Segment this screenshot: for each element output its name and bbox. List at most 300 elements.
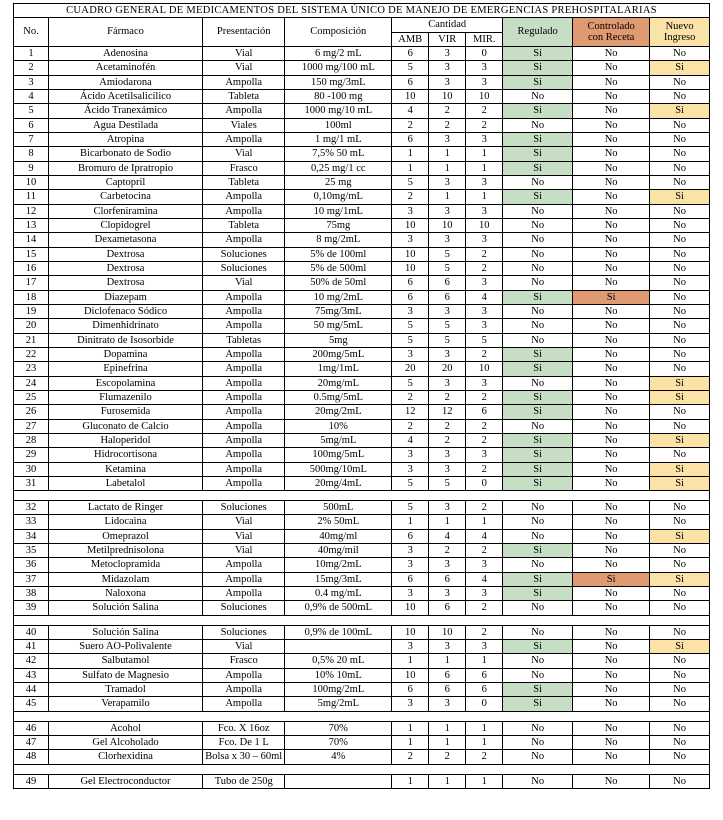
- cell-composicion: 5% de 500ml: [285, 261, 392, 275]
- cell-composicion: 0,10mg/mL: [285, 190, 392, 204]
- table-row: [14, 640, 710, 654]
- row-spacer: [14, 615, 710, 625]
- cell-nuevo: No: [650, 161, 710, 175]
- cell-nuevo: No: [650, 319, 710, 333]
- cell-no: 35: [14, 544, 49, 558]
- cell-nuevo: No: [650, 218, 710, 232]
- cell-presentacion: Soluciones: [203, 501, 285, 515]
- cell-regulado: No: [503, 247, 573, 261]
- cell-presentacion: Soluciones: [203, 625, 285, 639]
- table-row: [14, 247, 710, 261]
- cell-composicion: 50 mg/5mL: [285, 319, 392, 333]
- cell-amb: 1: [392, 161, 429, 175]
- cell-controlado: No: [573, 233, 650, 247]
- cell-amb: 6: [392, 572, 429, 586]
- cell-mir: 2: [466, 104, 503, 118]
- cell-vir: 6: [429, 276, 466, 290]
- cell-amb: 1: [392, 736, 429, 750]
- cell-no: 24: [14, 376, 49, 390]
- cell-amb: 6: [392, 132, 429, 146]
- cell-regulado: No: [503, 276, 573, 290]
- cell-mir: 2: [466, 390, 503, 404]
- cell-regulado: No: [503, 774, 573, 788]
- cell-vir: 6: [429, 572, 466, 586]
- cell-controlado: No: [573, 118, 650, 132]
- row-spacer-cell: [14, 615, 710, 625]
- cell-farmaco: Dimenhidrinato: [48, 319, 202, 333]
- table-row: [14, 290, 710, 304]
- cell-mir: 3: [466, 640, 503, 654]
- cell-mir: 3: [466, 132, 503, 146]
- cell-amb: 3: [392, 697, 429, 711]
- cell-composicion: 1000 mg/100 mL: [285, 61, 392, 75]
- cell-vir: 6: [429, 683, 466, 697]
- cell-farmaco: Hidrocortisona: [48, 448, 202, 462]
- cell-nuevo: No: [650, 204, 710, 218]
- cell-mir: 1: [466, 736, 503, 750]
- cell-mir: 6: [466, 405, 503, 419]
- cell-nuevo: No: [650, 736, 710, 750]
- cell-amb: 10: [392, 601, 429, 615]
- cell-composicion: 70%: [285, 736, 392, 750]
- cell-regulado: Si: [503, 697, 573, 711]
- cell-vir: 2: [429, 544, 466, 558]
- cell-nuevo: No: [650, 175, 710, 189]
- cell-presentacion: Ampolla: [203, 697, 285, 711]
- cell-amb: 10: [392, 668, 429, 682]
- cell-amb: 1: [392, 721, 429, 735]
- cell-nuevo: No: [650, 683, 710, 697]
- table-row: [14, 721, 710, 735]
- cell-vir: 10: [429, 218, 466, 232]
- table-row: [14, 405, 710, 419]
- cell-regulado: No: [503, 218, 573, 232]
- cell-composicion: 25 mg: [285, 175, 392, 189]
- table-row: [14, 362, 710, 376]
- cell-composicion: 8 mg/2mL: [285, 233, 392, 247]
- cell-no: 27: [14, 419, 49, 433]
- row-spacer-cell: [14, 491, 710, 501]
- cell-amb: 10: [392, 89, 429, 103]
- header-vir: VIR: [429, 32, 466, 46]
- cell-regulado: Si: [503, 405, 573, 419]
- table-row: [14, 697, 710, 711]
- cell-amb: 3: [392, 304, 429, 318]
- cell-composicion: 100mg/5mL: [285, 448, 392, 462]
- table-row: [14, 668, 710, 682]
- cell-presentacion: Ampolla: [203, 319, 285, 333]
- table-row: [14, 625, 710, 639]
- cell-vir: 1: [429, 736, 466, 750]
- cell-mir: 3: [466, 61, 503, 75]
- cell-nuevo: Si: [650, 433, 710, 447]
- cell-presentacion: Ampolla: [203, 75, 285, 89]
- cell-no: 17: [14, 276, 49, 290]
- cell-regulado: Si: [503, 61, 573, 75]
- cell-amb: 1: [392, 147, 429, 161]
- cell-no: 8: [14, 147, 49, 161]
- cell-vir: 2: [429, 750, 466, 764]
- cell-farmaco: Acohol: [48, 721, 202, 735]
- cell-farmaco: Captopril: [48, 175, 202, 189]
- cell-vir: 6: [429, 290, 466, 304]
- cell-farmaco: Clorhexidina: [48, 750, 202, 764]
- cell-vir: 5: [429, 247, 466, 261]
- table-row: [14, 190, 710, 204]
- cell-regulado: Si: [503, 587, 573, 601]
- cell-controlado: No: [573, 390, 650, 404]
- cell-presentacion: Ampolla: [203, 462, 285, 476]
- cell-nuevo: No: [650, 668, 710, 682]
- cell-amb: 2: [392, 118, 429, 132]
- cell-mir: 3: [466, 319, 503, 333]
- cell-no: 41: [14, 640, 49, 654]
- cell-composicion: 6 mg/2 mL: [285, 46, 392, 60]
- cell-vir: 6: [429, 601, 466, 615]
- cell-presentacion: Ampolla: [203, 204, 285, 218]
- cell-vir: 5: [429, 261, 466, 275]
- cell-mir: 3: [466, 304, 503, 318]
- cell-farmaco: Dopamina: [48, 347, 202, 361]
- cell-mir: 0: [466, 697, 503, 711]
- cell-controlado: No: [573, 697, 650, 711]
- cell-composicion: 20mg/2mL: [285, 405, 392, 419]
- row-spacer-cell: [14, 711, 710, 721]
- cell-farmaco: Flumazenilo: [48, 390, 202, 404]
- table-row: [14, 774, 710, 788]
- cell-nuevo: No: [650, 347, 710, 361]
- table-row: [14, 319, 710, 333]
- cell-regulado: No: [503, 175, 573, 189]
- cell-controlado: No: [573, 132, 650, 146]
- cell-no: 29: [14, 448, 49, 462]
- cell-amb: 3: [392, 347, 429, 361]
- cell-presentacion: Ampolla: [203, 433, 285, 447]
- cell-presentacion: Ampolla: [203, 668, 285, 682]
- cell-composicion: 200mg/5mL: [285, 347, 392, 361]
- cell-no: 13: [14, 218, 49, 232]
- cell-regulado: No: [503, 668, 573, 682]
- cell-farmaco: Omeprazol: [48, 529, 202, 543]
- cell-presentacion: Ampolla: [203, 290, 285, 304]
- cell-vir: 1: [429, 515, 466, 529]
- header-controlado-line2: con Receta: [587, 32, 635, 44]
- cell-amb: 2: [392, 390, 429, 404]
- cell-amb: 5: [392, 175, 429, 189]
- cell-amb: 6: [392, 290, 429, 304]
- cell-farmaco: Dextrosa: [48, 247, 202, 261]
- cell-mir: 1: [466, 654, 503, 668]
- cell-no: 25: [14, 390, 49, 404]
- cell-regulado: Si: [503, 683, 573, 697]
- cell-nuevo: No: [650, 501, 710, 515]
- table-row: [14, 333, 710, 347]
- cell-composicion: [285, 640, 392, 654]
- cell-presentacion: Ampolla: [203, 558, 285, 572]
- table-row: [14, 750, 710, 764]
- cell-controlado: Si: [573, 572, 650, 586]
- cell-nuevo: Si: [650, 61, 710, 75]
- cell-presentacion: Tableta: [203, 218, 285, 232]
- cell-amb: 6: [392, 75, 429, 89]
- cell-no: 14: [14, 233, 49, 247]
- row-spacer: [14, 491, 710, 501]
- cell-vir: 4: [429, 529, 466, 543]
- cell-presentacion: Vial: [203, 46, 285, 60]
- cell-composicion: 4%: [285, 750, 392, 764]
- cell-amb: 10: [392, 247, 429, 261]
- cell-farmaco: Acetaminofén: [48, 61, 202, 75]
- cell-regulado: No: [503, 233, 573, 247]
- cell-no: 20: [14, 319, 49, 333]
- cell-mir: 2: [466, 601, 503, 615]
- cell-controlado: No: [573, 161, 650, 175]
- cell-vir: 3: [429, 501, 466, 515]
- cell-presentacion: Tableta: [203, 89, 285, 103]
- cell-nuevo: No: [650, 419, 710, 433]
- table-row: [14, 376, 710, 390]
- cell-farmaco: Naloxona: [48, 587, 202, 601]
- cell-farmaco: Metoclopramida: [48, 558, 202, 572]
- cell-nuevo: No: [650, 233, 710, 247]
- cell-presentacion: Fco. X 16oz: [203, 721, 285, 735]
- table-row: [14, 218, 710, 232]
- cell-no: 38: [14, 587, 49, 601]
- cell-nuevo: Si: [650, 104, 710, 118]
- cell-vir: 10: [429, 625, 466, 639]
- cell-mir: 2: [466, 501, 503, 515]
- cell-composicion: 2% 50mL: [285, 515, 392, 529]
- cell-farmaco: Ketamina: [48, 462, 202, 476]
- cell-controlado: No: [573, 774, 650, 788]
- row-spacer-cell: [14, 764, 710, 774]
- table-row: [14, 147, 710, 161]
- cell-nuevo: No: [650, 276, 710, 290]
- cell-controlado: No: [573, 529, 650, 543]
- cell-mir: 2: [466, 433, 503, 447]
- table-row: [14, 654, 710, 668]
- cell-no: 5: [14, 104, 49, 118]
- cell-no: 1: [14, 46, 49, 60]
- cell-no: 28: [14, 433, 49, 447]
- table-row: [14, 601, 710, 615]
- table-row: [14, 558, 710, 572]
- cell-amb: 1: [392, 774, 429, 788]
- cell-mir: 2: [466, 419, 503, 433]
- cell-farmaco: Atropina: [48, 132, 202, 146]
- cell-controlado: No: [573, 462, 650, 476]
- table-row: [14, 204, 710, 218]
- cell-presentacion: Vial: [203, 640, 285, 654]
- cell-presentacion: Fco. De 1 L: [203, 736, 285, 750]
- cell-controlado: No: [573, 89, 650, 103]
- cell-presentacion: Vial: [203, 61, 285, 75]
- cell-mir: 2: [466, 347, 503, 361]
- cell-controlado: No: [573, 501, 650, 515]
- table-row: [14, 46, 710, 60]
- cell-mir: 1: [466, 147, 503, 161]
- cell-no: 48: [14, 750, 49, 764]
- cell-composicion: 10 mg/1mL: [285, 204, 392, 218]
- cell-mir: 2: [466, 544, 503, 558]
- cell-mir: 1: [466, 161, 503, 175]
- cell-mir: 1: [466, 721, 503, 735]
- cell-vir: 12: [429, 405, 466, 419]
- cell-regulado: No: [503, 89, 573, 103]
- cell-no: 19: [14, 304, 49, 318]
- cell-controlado: No: [573, 721, 650, 735]
- cell-presentacion: Ampolla: [203, 132, 285, 146]
- cell-controlado: No: [573, 190, 650, 204]
- cell-vir: 1: [429, 190, 466, 204]
- cell-amb: 3: [392, 233, 429, 247]
- table-row: [14, 462, 710, 476]
- cell-regulado: No: [503, 654, 573, 668]
- cell-controlado: No: [573, 668, 650, 682]
- cell-composicion: 500mL: [285, 501, 392, 515]
- cell-nuevo: Si: [650, 572, 710, 586]
- cell-farmaco: Clopidogrel: [48, 218, 202, 232]
- table-title-row: [14, 4, 710, 18]
- cell-mir: 3: [466, 376, 503, 390]
- cell-composicion: 75mg/3mL: [285, 304, 392, 318]
- cell-regulado: Si: [503, 362, 573, 376]
- cell-nuevo: No: [650, 558, 710, 572]
- cell-composicion: 75mg: [285, 218, 392, 232]
- cell-amb: 6: [392, 529, 429, 543]
- cell-composicion: 10%: [285, 419, 392, 433]
- cell-presentacion: Ampolla: [203, 362, 285, 376]
- cell-farmaco: Lactato de Ringer: [48, 501, 202, 515]
- cell-composicion: 0,5% 20 mL: [285, 654, 392, 668]
- cell-regulado: No: [503, 376, 573, 390]
- cell-no: 47: [14, 736, 49, 750]
- table-row: [14, 476, 710, 490]
- table-row: [14, 175, 710, 189]
- cell-farmaco: Ácido Acetilsalicílico: [48, 89, 202, 103]
- cell-composicion: 20mg/4mL: [285, 476, 392, 490]
- cell-regulado: No: [503, 515, 573, 529]
- cell-nuevo: No: [650, 290, 710, 304]
- cell-no: 49: [14, 774, 49, 788]
- cell-nuevo: No: [650, 247, 710, 261]
- table-row: [14, 261, 710, 275]
- cell-regulado: No: [503, 558, 573, 572]
- cell-farmaco: Adenosina: [48, 46, 202, 60]
- cell-nuevo: No: [650, 625, 710, 639]
- cell-controlado: No: [573, 218, 650, 232]
- cell-vir: 2: [429, 433, 466, 447]
- cell-mir: 3: [466, 558, 503, 572]
- cell-controlado: No: [573, 46, 650, 60]
- cell-no: 11: [14, 190, 49, 204]
- cell-no: 34: [14, 529, 49, 543]
- cell-mir: 2: [466, 261, 503, 275]
- cell-presentacion: Frasco: [203, 654, 285, 668]
- cell-nuevo: No: [650, 405, 710, 419]
- cell-composicion: 500mg/10mL: [285, 462, 392, 476]
- cell-farmaco: Gel Alcoholado: [48, 736, 202, 750]
- cell-regulado: No: [503, 625, 573, 639]
- cell-vir: 1: [429, 721, 466, 735]
- cell-vir: 3: [429, 46, 466, 60]
- cell-farmaco: Gluconato de Calcio: [48, 419, 202, 433]
- cell-regulado: Si: [503, 190, 573, 204]
- cell-controlado: No: [573, 515, 650, 529]
- cell-regulado: No: [503, 501, 573, 515]
- cell-vir: 3: [429, 448, 466, 462]
- cell-farmaco: Gel Electroconductor: [48, 774, 202, 788]
- cell-amb: 5: [392, 501, 429, 515]
- cell-amb: 5: [392, 476, 429, 490]
- cell-mir: 4: [466, 290, 503, 304]
- cell-farmaco: Labetalol: [48, 476, 202, 490]
- cell-presentacion: Tabletas: [203, 333, 285, 347]
- cell-no: 9: [14, 161, 49, 175]
- table-row: [14, 683, 710, 697]
- cell-presentacion: Ampolla: [203, 390, 285, 404]
- cell-controlado: No: [573, 376, 650, 390]
- table-row: [14, 515, 710, 529]
- cell-regulado: Si: [503, 75, 573, 89]
- cell-mir: 3: [466, 75, 503, 89]
- cell-controlado: No: [573, 750, 650, 764]
- cell-vir: 3: [429, 204, 466, 218]
- cell-vir: 3: [429, 587, 466, 601]
- cell-no: 30: [14, 462, 49, 476]
- cell-presentacion: Ampolla: [203, 376, 285, 390]
- cell-amb: 5: [392, 376, 429, 390]
- cell-vir: 3: [429, 304, 466, 318]
- cell-mir: 10: [466, 89, 503, 103]
- cell-no: 21: [14, 333, 49, 347]
- cell-vir: 3: [429, 697, 466, 711]
- cell-controlado: No: [573, 476, 650, 490]
- table-row: [14, 89, 710, 103]
- table-row: [14, 419, 710, 433]
- cell-controlado: No: [573, 625, 650, 639]
- cell-controlado: No: [573, 175, 650, 189]
- cell-composicion: 10mg/2mL: [285, 558, 392, 572]
- header-composicion: Composición: [285, 18, 392, 47]
- cell-no: 31: [14, 476, 49, 490]
- cell-mir: 0: [466, 46, 503, 60]
- cell-no: 12: [14, 204, 49, 218]
- table-row: [14, 161, 710, 175]
- cell-composicion: 5% de 100ml: [285, 247, 392, 261]
- cell-composicion: 40mg/ml: [285, 529, 392, 543]
- cell-nuevo: No: [650, 118, 710, 132]
- cell-composicion: 5mg/mL: [285, 433, 392, 447]
- cell-regulado: No: [503, 333, 573, 347]
- cell-vir: 3: [429, 233, 466, 247]
- cell-regulado: Si: [503, 572, 573, 586]
- cell-regulado: No: [503, 721, 573, 735]
- cell-regulado: No: [503, 319, 573, 333]
- cell-nuevo: No: [650, 132, 710, 146]
- cell-no: 44: [14, 683, 49, 697]
- cell-controlado: No: [573, 433, 650, 447]
- cell-presentacion: Tableta: [203, 175, 285, 189]
- cell-farmaco: Bromuro de Ipratropio: [48, 161, 202, 175]
- cell-regulado: Si: [503, 147, 573, 161]
- cell-farmaco: Metilprednisolona: [48, 544, 202, 558]
- cell-farmaco: Midazolam: [48, 572, 202, 586]
- cell-composicion: 1 mg/1 mL: [285, 132, 392, 146]
- cell-mir: 2: [466, 118, 503, 132]
- cell-farmaco: Solución Salina: [48, 625, 202, 639]
- cell-controlado: No: [573, 147, 650, 161]
